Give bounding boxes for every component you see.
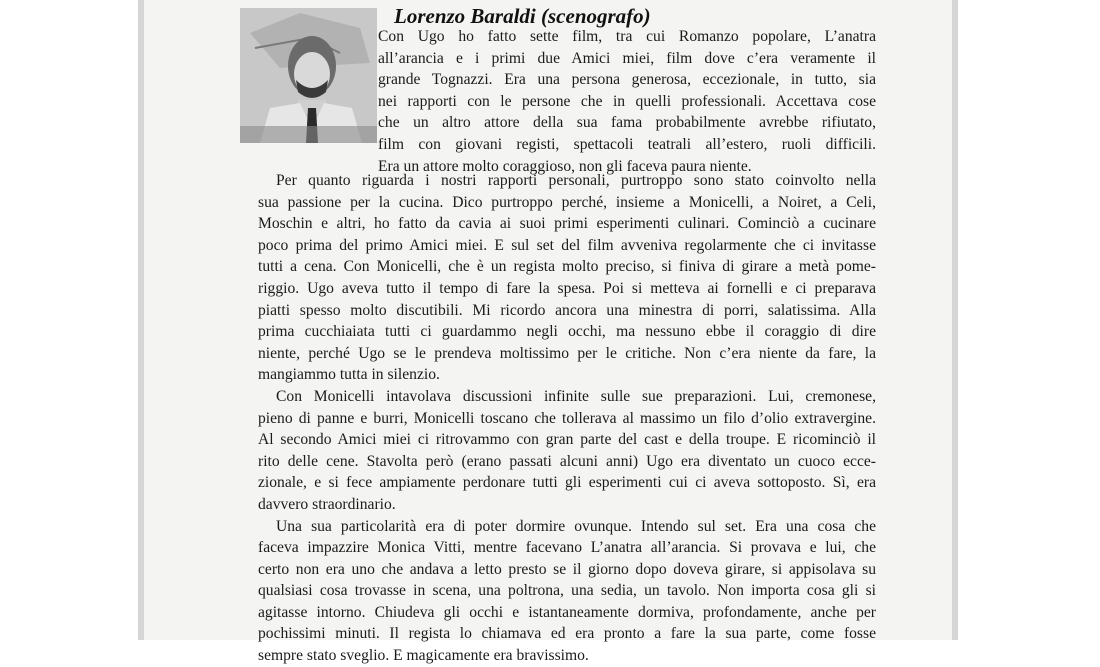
- text-line: mangiammo tutta in silenzio.: [258, 366, 440, 384]
- text-line: Una sua particolarità era di poter dormire ovunque. Intendo sul set. Era una cosa che: [276, 517, 876, 535]
- text-line: nei rapporti con le persone che in quelli professionali. Accettava cose: [378, 92, 876, 110]
- text-line: Con Ugo ho fatto sette film, tra cui Romanzo popolare, L’anatra: [378, 28, 876, 45]
- text-line: Al secondo Amici miei ci ritrovammo con gran parte del cast e della troupe. E ricominciò il: [258, 431, 876, 449]
- text-line: poco prima del primo Amici miei. E sul set del film avveniva regolarmente che ci invitasse: [258, 236, 876, 254]
- text-line: che un altro attore della sua fama probabilmente avrebbe rifiutato,: [378, 114, 876, 132]
- text-line: certo non era uno che andava a letto presto se il giorno dopo doveva girare, si appisolava su: [258, 560, 876, 578]
- article-title: Lorenzo Baraldi (scenografo): [394, 4, 651, 28]
- page-right-edge: [952, 0, 958, 640]
- text-line: prima cucchiaiata tutti ci guardammo negli occhi, ma nessuno ebbe il coraggio di dire: [258, 323, 876, 341]
- text-line: zionale, e si fece ampiamente perdonare tutti gli esperimenti cui ci aveva sottoposto. Sì, era: [258, 474, 876, 492]
- body-text: [258, 170, 876, 667]
- text-line: Era un attore molto coraggioso, non gli faceva paura niente.: [378, 157, 752, 175]
- text-line: piatti spesso molto discutibili. Mi ricordo ancora una minestra di porri, salatissima. Alla: [258, 301, 876, 319]
- text-line: film con giovani registi, spettacoli teatrali all’estero, ruoli difficili.: [378, 135, 876, 153]
- text-line: davvero straordinario.: [258, 495, 396, 513]
- text-line: faceva impazzire Monica Vitti, mentre facevano L’anatra all’arancia. Si provava e lui, che: [258, 539, 876, 557]
- text-line: pochissimi minuti. Il regista lo chiamava ed era pronto a fare la sua parte, come fosse: [258, 625, 876, 643]
- text-line: Con Monicelli intavolava discussioni infinite sulle sue preparazioni. Lui, cremonese,: [276, 387, 876, 405]
- intro-paragraph: [258, 26, 876, 177]
- text-line: sempre stato sveglio. E magicamente era bravissimo.: [258, 647, 589, 665]
- text-line: qualsiasi cosa trovasse in scena, una poltrona, una sedia, un tavolo. Non importa cosa gli si: [258, 582, 876, 600]
- text-line: grande Tognazzi. Era una persona generosa, eccezionale, in tutto, sia: [378, 71, 876, 89]
- text-line: niente, perché Ugo se le prendeva moltissimo per le critiche. Non c’era niente da fare, la: [258, 344, 876, 362]
- scanned-page: [144, 0, 952, 665]
- text-line: Per quanto riguarda i nostri rapporti personali, purtroppo sono stato coinvolto nella: [276, 172, 876, 189]
- text-line: agitasse intorno. Chiudeva gli occhi e istantaneamente dormiva, profondamente, anche per: [258, 603, 876, 621]
- text-line: Moschin e altri, ho fatto da cavia ai suoi primi esperimenti culinari. Cominciò a cucinare: [258, 215, 876, 233]
- text-line: sua passione per la cucina. Dico purtroppo perché, insieme a Monicelli, a Noiret, a Celi,: [258, 193, 876, 211]
- text-line: pieno di panne e burri, Monicelli toscano che tollerava al massimo un filo d’olio extravergine.: [258, 409, 876, 427]
- text-line: riggio. Ugo aveva tutto il tempo di fare la spesa. Poi si metteva ai fornelli e ci preparava: [258, 279, 876, 297]
- text-line: tutti a cena. Con Monicelli, che è un regista molto preciso, si finiva di girare a metà pome-: [258, 258, 876, 276]
- text-line: all’arancia e i primi due Amici miei, film dove c’era veramente il: [378, 49, 876, 67]
- text-line: rito delle cene. Stavolta però (erano passati alcuni anni) Ugo era diventato un cuoco ecce-: [258, 452, 876, 470]
